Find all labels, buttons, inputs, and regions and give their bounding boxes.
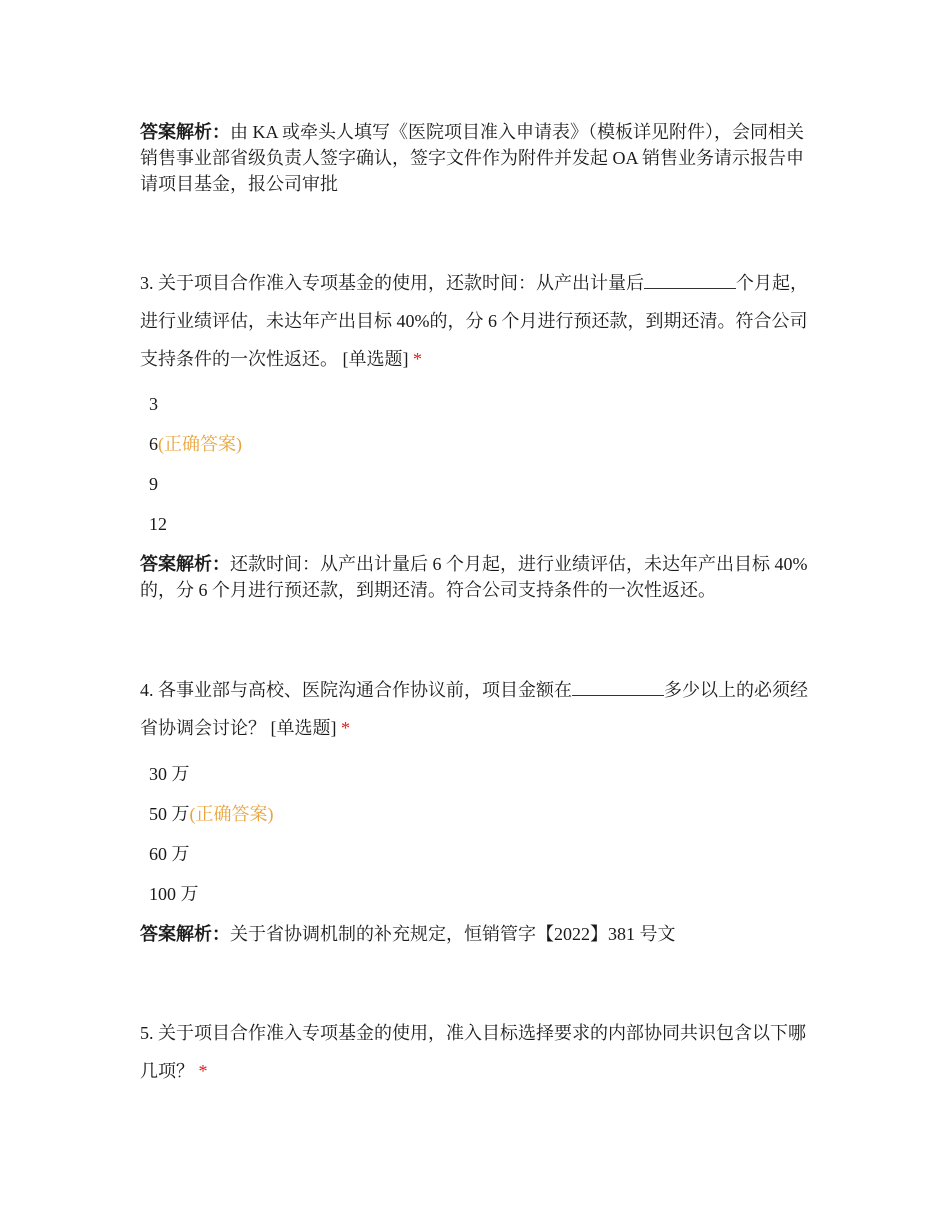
q4-option-1[interactable] bbox=[149, 763, 190, 785]
q3-text-end: 个月起，进行业绩评估，未达年产出目标 40%的，分 6 个月进行预还款，到期还清。符合公司支持条件的一次性返还。 bbox=[140, 273, 808, 369]
q3-blank bbox=[644, 270, 736, 289]
q3-option-4[interactable] bbox=[149, 513, 167, 535]
option-label: 6 bbox=[149, 434, 158, 454]
q4-blank bbox=[572, 677, 664, 696]
q3-analysis bbox=[140, 551, 815, 603]
correct-answer-mark: (正确答案) bbox=[189, 804, 274, 824]
q3-analysis-text: 还款时间：从产出计量后 6 个月起，进行业绩评估，未达年产出目标 40%的，分 6 个月进行预还款，到期还清。符合公司支持条件的一次性返还。 bbox=[140, 554, 808, 600]
q3-type: [单选题] bbox=[342, 349, 409, 369]
analysis-label: 答案解析： bbox=[140, 554, 230, 574]
analysis-label: 答案解析： bbox=[140, 122, 230, 142]
q3-option-1[interactable] bbox=[149, 393, 158, 415]
required-star: * bbox=[198, 1061, 208, 1081]
q4-question bbox=[140, 671, 815, 747]
q4-type: [单选题] bbox=[270, 718, 337, 738]
q4-option-2[interactable] bbox=[149, 803, 274, 825]
q2-analysis bbox=[140, 119, 815, 197]
analysis-label: 答案解析： bbox=[140, 924, 230, 944]
q5-question bbox=[140, 1014, 815, 1090]
option-label: 12 bbox=[149, 514, 167, 534]
option-label: 100 万 bbox=[149, 884, 199, 904]
q3-option-2[interactable] bbox=[149, 433, 242, 455]
q2-analysis-text: 由 KA 或牵头人填写《医院项目准入申请表》（模板详见附件），会同相关销售事业部省级负责人签字确认，签字文件作为附件并发起 OA 销售业务请示报告申请项目基金，报公司审批 bbox=[140, 122, 805, 194]
q3-option-3[interactable] bbox=[149, 473, 158, 495]
option-label: 9 bbox=[149, 474, 158, 494]
q4-option-3[interactable] bbox=[149, 843, 190, 865]
option-label: 60 万 bbox=[149, 844, 190, 864]
required-star: * bbox=[341, 718, 350, 738]
q3-question bbox=[140, 264, 815, 378]
q4-text-end: 多少以上的必须经省协调会讨论？ bbox=[140, 680, 808, 738]
option-label: 3 bbox=[149, 394, 158, 414]
q5-text: 5. 关于项目合作准入专项基金的使用，准入目标选择要求的内部协同共识包含以下哪几项？ bbox=[140, 1023, 806, 1081]
option-label: 30 万 bbox=[149, 764, 190, 784]
q4-analysis-text: 关于省协调机制的补充规定，恒销管字【2022】381 号文 bbox=[230, 924, 676, 944]
required-star: * bbox=[413, 349, 422, 369]
option-label: 50 万 bbox=[149, 804, 190, 824]
q3-text-start: 3. 关于项目合作准入专项基金的使用，还款时间：从产出计量后 bbox=[140, 273, 644, 293]
correct-answer-mark: (正确答案) bbox=[158, 434, 242, 454]
q4-text-start: 4. 各事业部与高校、医院沟通合作协议前，项目金额在 bbox=[140, 680, 572, 700]
q4-analysis bbox=[140, 921, 815, 947]
q4-option-4[interactable] bbox=[149, 883, 199, 905]
